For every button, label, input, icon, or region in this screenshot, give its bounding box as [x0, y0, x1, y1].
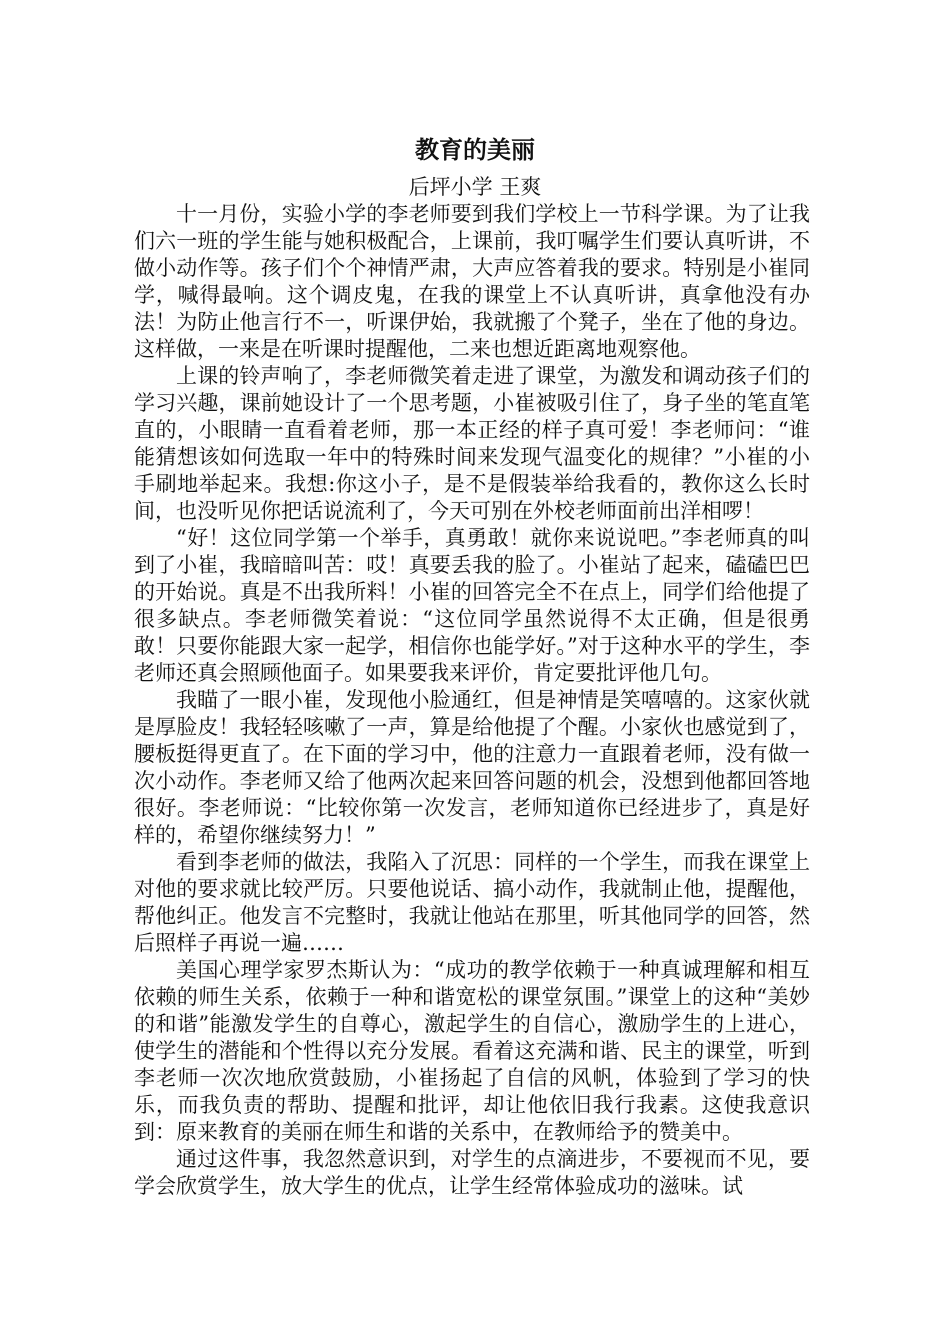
paragraph: 通过这件事，我忽然意识到，对学生的点滴进步，不要视而不见，要学会欣赏学生，放大学生的优点，让学生经常体验成功的滋味。试	[134, 1147, 810, 1198]
paragraph: 美国心理学家罗杰斯认为：“成功的教学依赖于一种真诚理解和相互依赖的师生关系，依赖于一种和谐宽松的课堂氛围。”课堂上的这种“美妙的和谐”能激发学生的自尊心，激起学生的自信心，激励学生的上进心，使学生的潜能和个性得以充分发展。看着这充满和谐、民主的课堂，听到李老师一次次地欣赏鼓励，小崔扬起了自信的风帆，体验到了学习的快乐，而我负责的帮助、提醒和批评，却让他依旧我行我素。这使我意识到：原来教育的美丽在师生和谐的关系中，在教师给予的赞美中。	[134, 958, 810, 1144]
paragraph: 看到李老师的做法，我陷入了沉思：同样的一个学生，而我在课堂上对他的要求就比较严厉。只要他说话、搞小动作，我就制止他，提醒他，帮他纠正。他发言不完整时，我就让他站在那里，听其他同学的回答，然后照样子再说一遍……	[134, 850, 810, 955]
paragraph: 上课的铃声响了，李老师微笑着走进了课堂，为激发和调动孩子们的学习兴趣，课前她设计了一个思考题，小崔被吸引住了，身子坐的笔直笔直的，小眼睛一直看着老师，那一本正经的样子真可爱！李老师问：“谁能猜想该如何选取一年中的特殊时间来发现气温变化的规律？”小崔的小手刷地举起来。我想:你这小子，是不是假装举给我看的，教你这么长时间，也没听见你把话说流利了，今天可别在外校老师面前出洋相啰！	[134, 364, 810, 523]
paragraph: “好！这位同学第一个举手，真勇敢！就你来说说吧。”李老师真的叫到了小崔，我暗暗叫苦：哎！真要丢我的脸了。小崔站了起来，磕磕巴巴的开始说。真是不出我所料！小崔的回答完全不在点上，同学们给他提了很多缺点。李老师微笑着说：“这位同学虽然说得不太正确，但是很勇敢！只要你能跟大家一起学，相信你也能学好。”对于这种水平的学生，李老师还真会照顾他面子。如果要我来评价，肯定要批评他几句。	[134, 526, 810, 685]
paragraph: 十一月份，实验小学的李老师要到我们学校上一节科学课。为了让我们六一班的学生能与她积极配合，上课前，我叮嘱学生们要认真听讲，不做小动作等。孩子们个个神情严肃，大声应答着我的要求。特别是小崔同学，喊得最响。这个调皮鬼，在我的课堂上不认真听讲，真拿他没有办法！为防止他言行不一，听课伊始，我就搬了个凳子，坐在了他的身边。这样做，一来是在听课时提醒他，二来也想近距离地观察他。	[134, 202, 810, 361]
author-line: 后坪小学 王爽	[408, 175, 542, 199]
paragraph: 我瞄了一眼小崔，发现他小脸通红，但是神情是笑嘻嘻的。这家伙就是厚脸皮！我轻轻咳嗽了一声，算是给他提了个醒。小家伙也感觉到了，腰板挺得更直了。在下面的学习中，他的注意力一直跟着老师，没有做一次小动作。李老师又给了他两次起来回答问题的机会，没想到他都回答地很好。李老师说：“比较你第一次发言，老师知道你已经进步了，真是好样的，希望你继续努力！”	[134, 688, 810, 847]
document-title: 教育的美丽	[415, 136, 535, 164]
article-body	[134, 201, 810, 1200]
